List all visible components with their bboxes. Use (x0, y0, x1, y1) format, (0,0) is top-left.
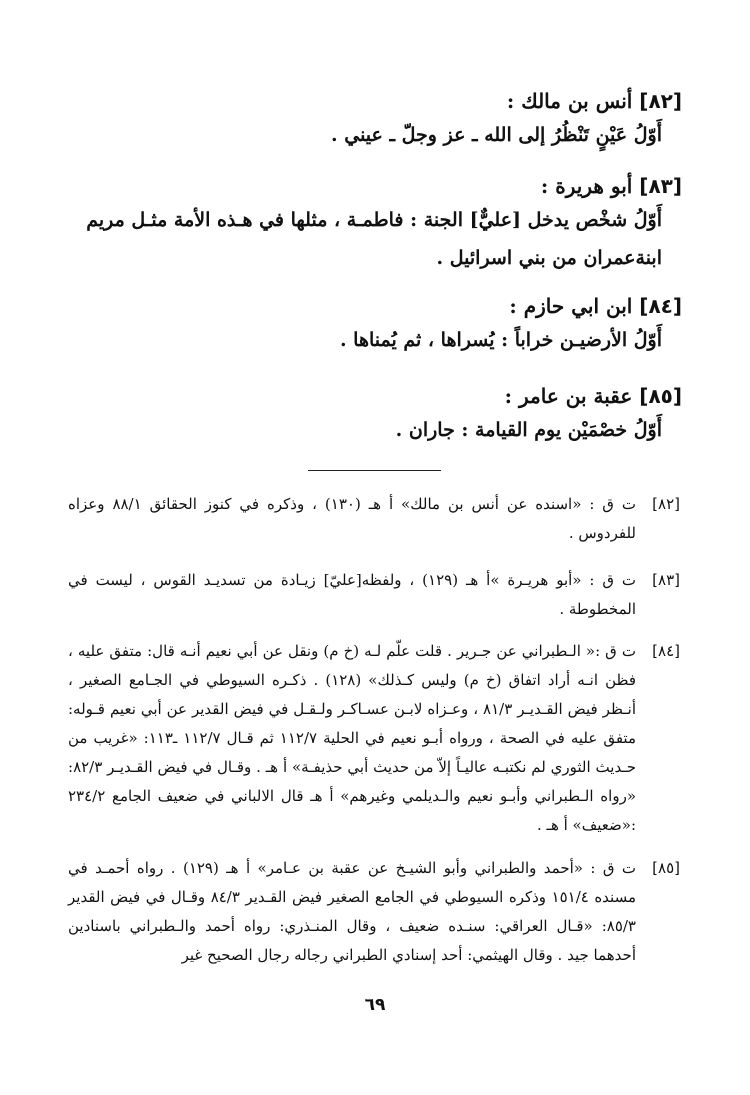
footnote-divider (308, 470, 441, 471)
entry-line: ابنةعمران من بني اسرائيل . (436, 247, 662, 269)
entry-line: أَوّلُ عَيْنٍ تَنْظُرُ إلى الله ـ عز وجلّ ـ عيني . (331, 124, 662, 146)
entry-heading (82, 86, 682, 116)
footnote-text: ت ق : «اسنده عن أنس بن مالك» أ هـ (١٣٠) ، وذكره في كنوز الحقائق ٨٨/١ وعزاه للفردوس . (68, 495, 636, 542)
footnote-text: ت ق : «أحمد والطبراني وأبو الشيـخ عن عقبة بن عـامر» أ هـ (١٢٩) . رواه أحمـد في مسنده ١٥١/٤ وذكره السيوطي في الجامع الصغير فيض القـدير ٨٤/٣ وقـال في فيض القدير ٨٥/٣: «قـال العراقي: سنـده ضعيف ، وقال المنـذري: رواه أحمد والـطبراني باسنادين أحدهما جيد . وقال الهيثمي: أحد إسنادي الطبراني رجاله رجال الصحيح غير (68, 859, 637, 964)
footnote-number: [٨٢] (652, 495, 680, 513)
narrator-name: أنس بن مالك : (506, 89, 633, 113)
footnote-85 (68, 854, 680, 970)
entry-number: [٨٣] (639, 174, 682, 198)
footnote-84 (68, 637, 680, 840)
entry-line: أَوّلُ خصْمَيْن يوم القيامة : جاران . (395, 419, 662, 441)
entry-line: أَوّلُ الأرضيـن خراباً : يُسراها ، ثم يُمناها . (339, 329, 662, 351)
entry-line: أَوّلُ شخْص يدخل [عليٌّ] الجنة : فاطمـة ، مثلها في هـذه الأمة مثـل مريم (86, 209, 662, 231)
footnote-number: [٨٤] (652, 642, 680, 660)
entry-85 (82, 381, 682, 449)
entry-83 (82, 171, 682, 277)
narrator-name: عقبة بن عامر : (504, 384, 633, 408)
entry-number: [٨٤] (639, 294, 682, 318)
entry-text (82, 116, 682, 154)
entry-number: [٨٥] (639, 384, 682, 408)
entry-84 (82, 291, 682, 359)
entry-82 (82, 86, 682, 154)
footnote-text: ت ق : «أبو هريـرة »أ هـ (١٢٩) ، ولفظه[عليّ] زيـادة من تسديـد القوس ، ليست في المخطوطة . (68, 571, 636, 618)
entry-text (82, 201, 682, 277)
footnote-number: [٨٥] (652, 859, 680, 877)
entry-text (82, 321, 682, 359)
narrator-name: أبو هريرة : (540, 174, 633, 198)
page-number: ٦٩ (364, 995, 386, 1015)
footnote-83 (68, 566, 680, 624)
footnote-number: [٨٣] (652, 571, 680, 589)
entry-text (82, 411, 682, 449)
entry-heading (82, 171, 682, 201)
entry-heading (82, 381, 682, 411)
narrator-name: ابن ابي حازم : (509, 294, 633, 318)
entry-number: [٨٢] (639, 89, 682, 113)
entry-heading (82, 291, 682, 321)
footnote-text: ت ق :« الـطبراني عن جـرير . قلت علّم لـه (خ م) ونقل عن أبي نعيم أنـه قال: متفق عليه ، فظن انـه أراد اتفاق (خ م) وليس كـذلك» (١٢٨) . ذكـره السيوطي في الجـامع الصغير ، أنـظر فيض القـديـر ٨١/٣ ، وعـزاه لابـن عسـاكـر ولـقـل في فيض القدير عن أبي نعيم قـوله: متفق عليه في الصحة ، ورواه أبـو نعيم في الحلية ١١٢/٧ ثم قـال ١١٢/٧ ـ١١٣: «غريب من حـديث الثوري لم نكتبـه عاليـاً إلاّ من حديث أبي حذيفـة» أ هـ . وقـال في فيض القـديـر ٨٢/٣: «رواه الـطبراني وأبـو نعيم والـديلمي وغيرهم» أ هـ قال الالباني في ضعيف الجامع ٢٣٤/٢ :«ضعيف» أ هـ . (68, 642, 636, 834)
footnote-82 (68, 490, 680, 548)
